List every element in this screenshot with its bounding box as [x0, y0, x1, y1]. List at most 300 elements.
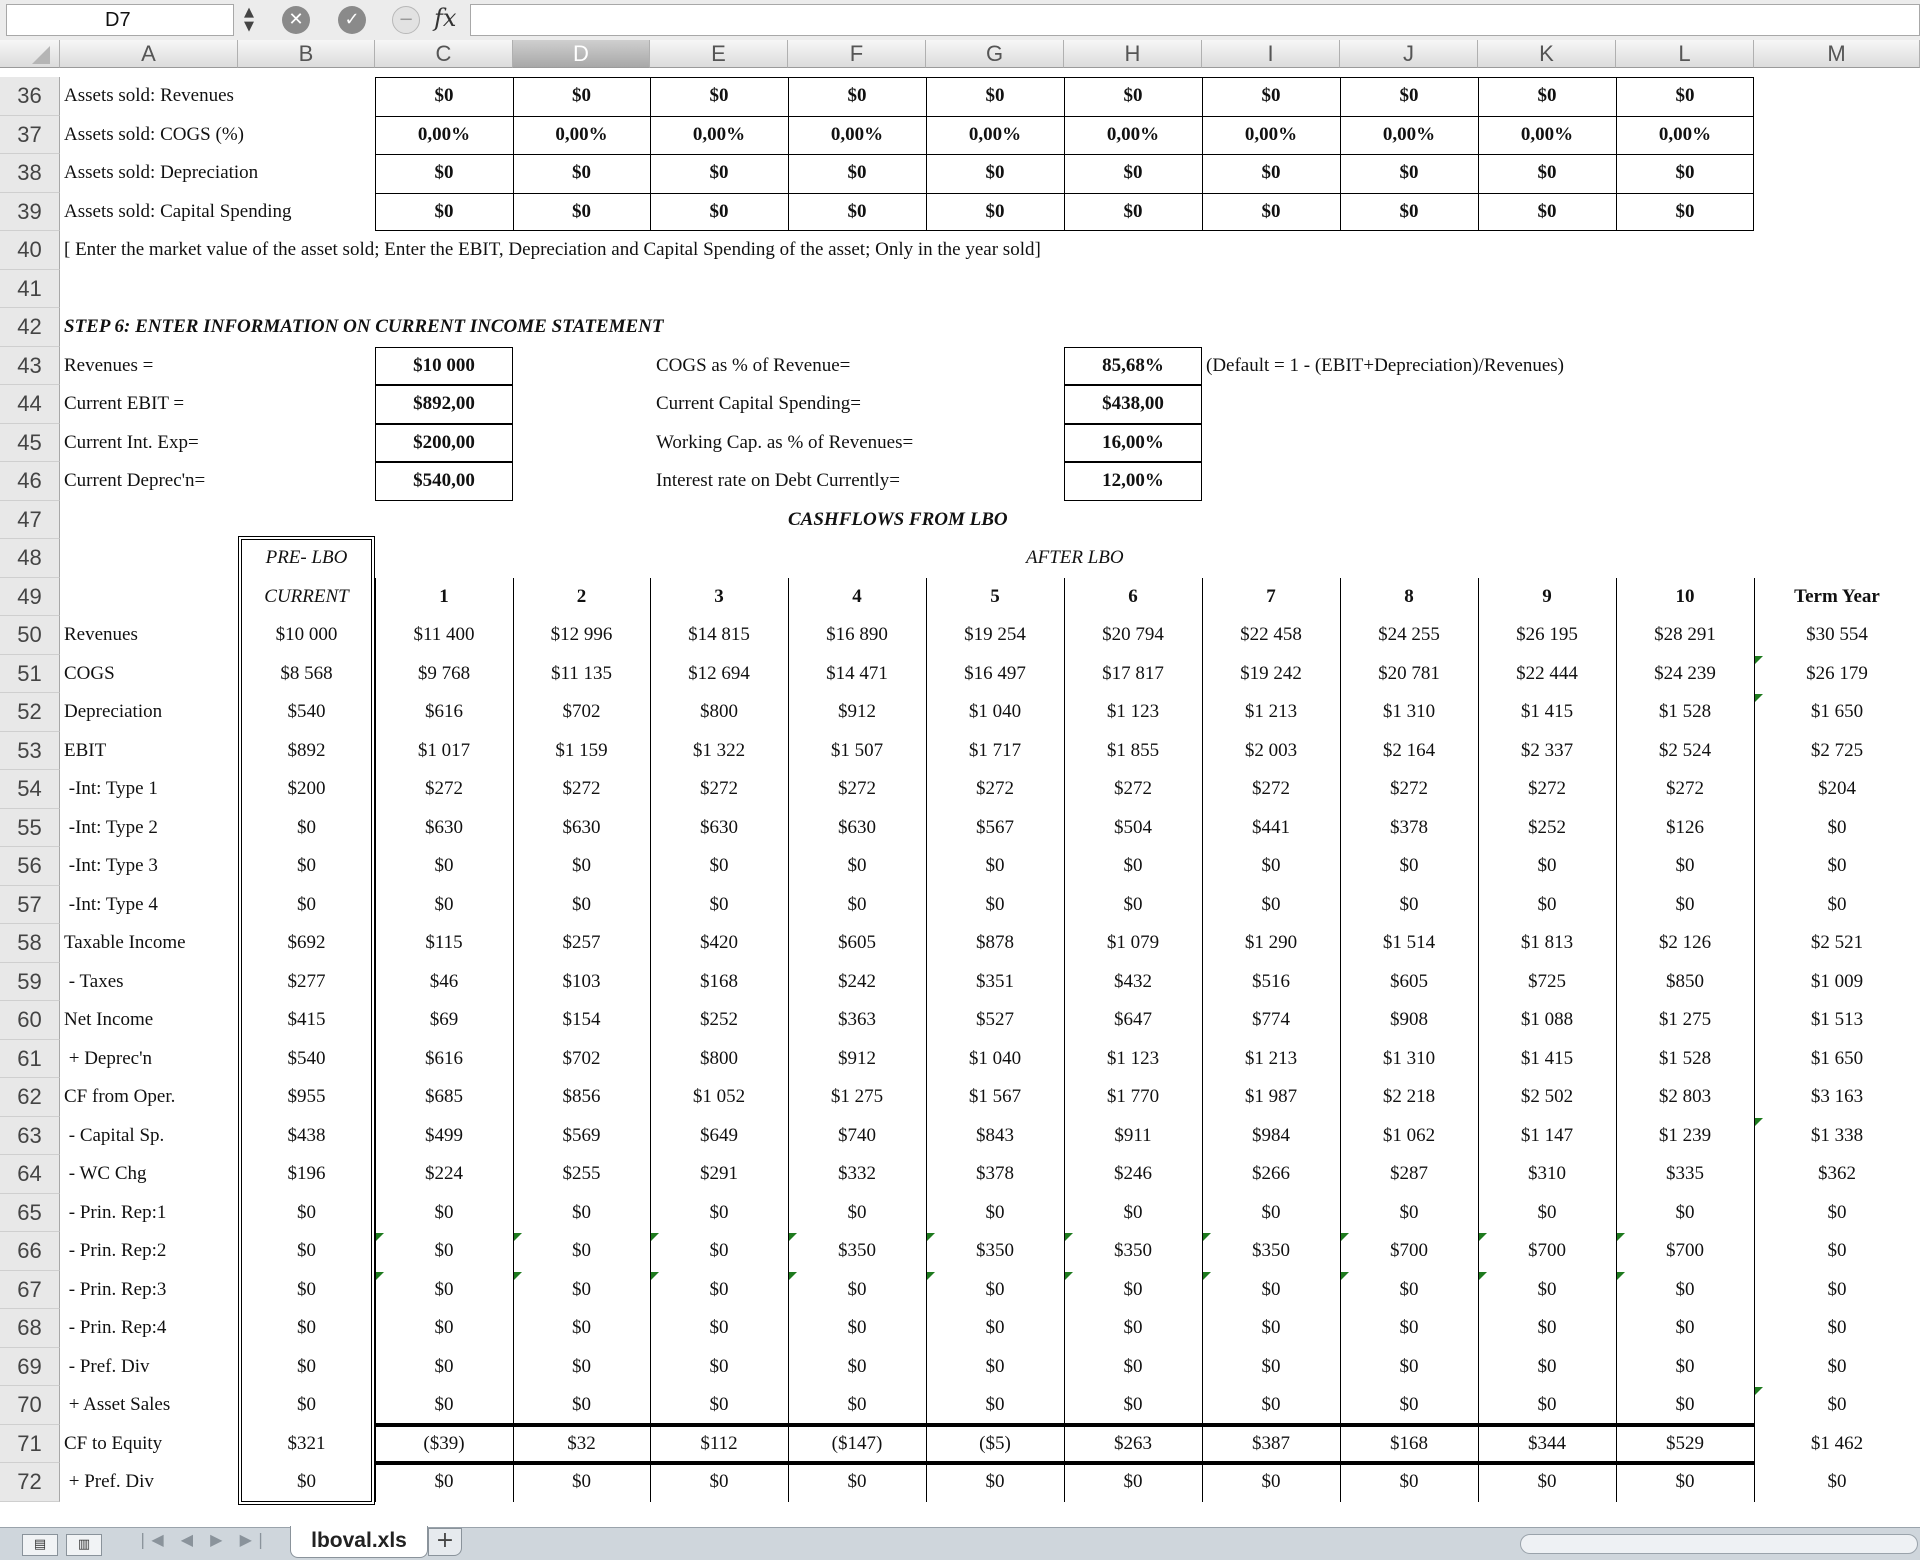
cashflow-value-cell[interactable]: $272 [1252, 778, 1290, 799]
cashflow-value-cell[interactable]: $1 567 [968, 1086, 1022, 1107]
cashflow-value-cell[interactable]: $0 [1537, 1471, 1557, 1492]
assets-input-cell[interactable]: $0 [847, 85, 867, 106]
cashflow-value-cell[interactable]: $0 [572, 1471, 591, 1492]
cashflow-value-cell[interactable]: $0 [297, 1201, 316, 1223]
cashflow-value-cell[interactable]: $112 [700, 1432, 738, 1454]
cashflow-value-cell[interactable]: $11 400 [413, 624, 475, 645]
assets-input-cell[interactable]: $0 [709, 85, 729, 106]
cashflow-value-cell[interactable]: $843 [976, 1124, 1014, 1146]
select-all-corner[interactable] [0, 40, 60, 68]
cashflow-value-cell[interactable]: $774 [1252, 1009, 1290, 1030]
cashflow-value-cell[interactable]: $46 [429, 970, 459, 992]
cashflow-value-cell[interactable]: $878 [976, 932, 1014, 953]
assets-input-cell[interactable]: $0 [434, 162, 454, 183]
row-header-48[interactable]: 48 [0, 539, 60, 578]
cashflow-value-cell[interactable]: $28 291 [1654, 624, 1716, 645]
cashflow-value-cell[interactable]: $1 650 [1810, 701, 1864, 722]
assets-input-cell[interactable]: $0 [572, 85, 591, 106]
cashflow-value-cell[interactable]: $0 [572, 1355, 591, 1377]
cashflow-value-cell[interactable]: $246 [1114, 1163, 1152, 1184]
row-header-58[interactable]: 58 [0, 924, 60, 963]
cashflow-value-cell[interactable]: $257 [562, 932, 601, 953]
row-header-57[interactable]: 57 [0, 886, 60, 925]
assets-input-cell[interactable]: 0,00% [968, 123, 1022, 145]
cashflow-value-cell[interactable]: $30 554 [1806, 624, 1868, 645]
cashflow-value-cell[interactable]: $616 [425, 1047, 463, 1069]
cashflow-value-cell[interactable]: $115 [425, 932, 463, 953]
assets-input-cell[interactable]: $0 [434, 200, 454, 222]
cashflow-value-cell[interactable]: $24 255 [1378, 624, 1440, 645]
cashflow-value-cell[interactable]: $1 275 [1658, 1009, 1712, 1030]
cashflow-value-cell[interactable]: $0 [297, 1317, 316, 1338]
cashflow-value-cell[interactable]: $0 [1675, 1317, 1695, 1338]
cashflow-value-cell[interactable]: $0 [434, 893, 454, 915]
row-header-69[interactable]: 69 [0, 1348, 60, 1387]
cashflow-value-cell[interactable]: $0 [1399, 1201, 1419, 1223]
name-box-stepper[interactable]: ▲ ▼ [244, 5, 254, 34]
assets-input-cell[interactable]: $0 [1675, 200, 1695, 222]
cashflow-value-cell[interactable]: $332 [838, 1163, 876, 1184]
cashflow-value-cell[interactable]: $700 [1666, 1240, 1704, 1261]
cashflow-value-cell[interactable]: $263 [1114, 1432, 1152, 1454]
assets-input-cell[interactable]: 0,00% [555, 123, 608, 145]
row-header-36[interactable]: 36 [0, 77, 60, 116]
cashflow-value-cell[interactable]: $1 159 [555, 739, 608, 761]
column-header-g[interactable]: G [926, 40, 1064, 68]
column-header-i[interactable]: I [1202, 40, 1340, 68]
cashflow-value-cell[interactable]: $0 [572, 855, 591, 876]
formula-input[interactable] [470, 4, 1920, 36]
cashflow-value-cell[interactable]: $0 [1537, 1278, 1557, 1300]
cashflow-value-cell[interactable]: $529 [1666, 1432, 1704, 1454]
cashflow-value-cell[interactable]: $2 337 [1520, 739, 1574, 761]
cashflow-value-cell[interactable]: $1 290 [1244, 932, 1298, 953]
cashflow-value-cell[interactable]: $605 [1390, 970, 1428, 992]
cashflow-value-cell[interactable]: $242 [838, 970, 876, 992]
cashflow-value-cell[interactable]: $0 [1399, 855, 1419, 876]
row-header-63[interactable]: 63 [0, 1117, 60, 1156]
cashflow-value-cell[interactable]: $0 [985, 1394, 1005, 1415]
cashflow-value-cell[interactable]: $0 [709, 1317, 729, 1338]
cashflow-value-cell[interactable]: $0 [1827, 855, 1847, 876]
cashflow-value-cell[interactable]: $0 [1827, 1201, 1847, 1223]
cashflow-value-cell[interactable]: $168 [700, 970, 738, 992]
assets-input-cell[interactable]: $0 [1123, 162, 1143, 183]
assets-input-cell[interactable]: 0,00% [1520, 123, 1574, 145]
cashflow-value-cell[interactable]: $0 [847, 893, 867, 915]
cashflow-value-cell[interactable]: $1 239 [1658, 1124, 1712, 1146]
cashflow-value-cell[interactable]: $0 [709, 855, 729, 876]
cashflow-value-cell[interactable]: $0 [709, 893, 729, 915]
cashflow-value-cell[interactable]: $196 [287, 1163, 326, 1184]
assets-input-cell[interactable]: $0 [572, 200, 591, 222]
sheet-tab-lboval[interactable]: lboval.xls [290, 1526, 428, 1558]
cashflow-value-cell[interactable]: $438 [287, 1124, 326, 1146]
cashflow-value-cell[interactable]: $0 [572, 1278, 591, 1300]
cashflow-value-cell[interactable]: $32 [567, 1432, 596, 1454]
row-header-43[interactable]: 43 [0, 347, 60, 386]
cashflow-value-cell[interactable]: $0 [1123, 1317, 1143, 1338]
income-input-cell[interactable]: $10 000 [413, 354, 475, 376]
cashflow-value-cell[interactable]: $350 [838, 1240, 876, 1261]
cashflow-value-cell[interactable]: $266 [1252, 1163, 1290, 1184]
cashflow-value-cell[interactable]: $0 [1675, 1471, 1695, 1492]
cashflow-value-cell[interactable]: $0 [847, 1355, 867, 1377]
cashflow-value-cell[interactable]: $387 [1252, 1432, 1290, 1454]
cashflow-value-cell[interactable]: $0 [1123, 1394, 1143, 1415]
cashflow-value-cell[interactable]: $1 310 [1382, 701, 1436, 722]
cashflow-value-cell[interactable]: $2 725 [1810, 739, 1864, 761]
row-header-40[interactable]: 40 [0, 231, 60, 270]
cashflow-value-cell[interactable]: $1 213 [1244, 701, 1298, 722]
cashflow-value-cell[interactable]: $740 [838, 1124, 876, 1146]
cashflow-value-cell[interactable]: $0 [434, 855, 454, 876]
cashflow-value-cell[interactable]: $800 [700, 1047, 738, 1069]
cashflow-value-cell[interactable]: $252 [700, 1009, 738, 1030]
column-header-a[interactable]: A [60, 40, 238, 68]
cashflow-value-cell[interactable]: $0 [434, 1278, 454, 1300]
cashflow-value-cell[interactable]: $540 [287, 1047, 326, 1069]
cashflow-value-cell[interactable]: $630 [700, 816, 738, 838]
cashflow-value-cell[interactable]: $19 254 [964, 624, 1026, 645]
cashflow-value-cell[interactable]: $272 [425, 778, 463, 799]
cashflow-value-cell[interactable]: $1 009 [1810, 970, 1864, 992]
cashflow-value-cell[interactable]: $0 [709, 1201, 729, 1223]
cashflow-value-cell[interactable]: $0 [1261, 1317, 1281, 1338]
cashflow-value-cell[interactable]: $0 [985, 855, 1005, 876]
cashflow-value-cell[interactable]: $0 [1537, 893, 1557, 915]
income-input-cell[interactable]: $438,00 [1102, 393, 1164, 414]
cashflow-value-cell[interactable]: $0 [1537, 1317, 1557, 1338]
row-header-60[interactable]: 60 [0, 1001, 60, 1040]
cashflow-value-cell[interactable]: $0 [572, 893, 591, 915]
row-header-42[interactable]: 42 [0, 308, 60, 347]
cashflow-value-cell[interactable]: $0 [434, 1201, 454, 1223]
cashflow-value-cell[interactable]: $0 [1827, 1240, 1847, 1261]
column-header-m[interactable]: M [1754, 40, 1920, 68]
cashflow-value-cell[interactable]: ($147) [831, 1432, 883, 1454]
cashflow-value-cell[interactable]: $0 [847, 855, 867, 876]
cashflow-value-cell[interactable]: $378 [976, 1163, 1014, 1184]
row-header-67[interactable]: 67 [0, 1271, 60, 1310]
cashflow-value-cell[interactable]: $856 [562, 1086, 601, 1107]
cashflow-value-cell[interactable]: $272 [1666, 778, 1704, 799]
cashflow-value-cell[interactable]: $1 513 [1810, 1009, 1864, 1030]
cashflow-value-cell[interactable]: $0 [1123, 855, 1143, 876]
cashflow-value-cell[interactable]: $10 000 [275, 624, 338, 645]
cashflow-value-cell[interactable]: $26 195 [1516, 624, 1578, 645]
cashflow-value-cell[interactable]: $0 [1123, 1471, 1143, 1492]
assets-input-cell[interactable]: 0,00% [692, 123, 746, 145]
row-header-53[interactable]: 53 [0, 732, 60, 771]
cashflow-value-cell[interactable]: $0 [1261, 1471, 1281, 1492]
cashflow-value-cell[interactable]: $0 [1827, 893, 1847, 915]
assets-input-cell[interactable]: $0 [985, 162, 1005, 183]
assets-input-cell[interactable]: $0 [1675, 162, 1695, 183]
assets-input-cell[interactable]: $0 [1123, 85, 1143, 106]
cashflow-value-cell[interactable]: $2 524 [1658, 739, 1712, 761]
cashflow-value-cell[interactable]: $0 [1399, 1471, 1419, 1492]
cashflow-value-cell[interactable]: $69 [429, 1009, 459, 1030]
cashflow-value-cell[interactable]: $17 817 [1102, 662, 1164, 684]
name-box[interactable]: D7 [6, 4, 234, 36]
cashflow-value-cell[interactable]: $1 514 [1382, 932, 1436, 953]
cashflow-value-cell[interactable]: $1 147 [1520, 1124, 1574, 1146]
cashflow-value-cell[interactable]: $1 415 [1520, 701, 1574, 722]
cashflow-value-cell[interactable]: $287 [1390, 1163, 1428, 1184]
assets-input-cell[interactable]: $0 [985, 200, 1005, 222]
cashflow-value-cell[interactable]: $224 [425, 1163, 463, 1184]
row-header-46[interactable]: 46 [0, 462, 60, 501]
cashflow-value-cell[interactable]: $2 218 [1382, 1086, 1436, 1107]
cashflow-value-cell[interactable]: $1 338 [1810, 1124, 1864, 1146]
row-header-70[interactable]: 70 [0, 1386, 60, 1425]
assets-input-cell[interactable]: 0,00% [1382, 123, 1436, 145]
cashflow-value-cell[interactable]: $350 [976, 1240, 1014, 1261]
cashflow-value-cell[interactable]: $1 017 [417, 739, 471, 761]
cashflow-value-cell[interactable]: $0 [985, 1317, 1005, 1338]
cashflow-value-cell[interactable]: $2 502 [1520, 1086, 1574, 1107]
cashflow-value-cell[interactable]: $0 [985, 1355, 1005, 1377]
cashflow-value-cell[interactable]: $892 [287, 739, 326, 761]
row-header-39[interactable]: 39 [0, 193, 60, 232]
cashflow-value-cell[interactable]: $700 [1390, 1240, 1428, 1261]
cashflow-value-cell[interactable]: $2 126 [1658, 932, 1712, 953]
cashflow-value-cell[interactable]: $0 [297, 893, 316, 915]
cashflow-value-cell[interactable]: $272 [976, 778, 1014, 799]
income-input-cell[interactable]: 16,00% [1102, 431, 1164, 453]
cashflow-value-cell[interactable]: $0 [297, 1394, 316, 1415]
assets-input-cell[interactable]: $0 [1675, 85, 1695, 106]
column-header-k[interactable]: K [1478, 40, 1616, 68]
assets-input-cell[interactable]: $0 [434, 85, 454, 106]
cashflow-value-cell[interactable]: $0 [1675, 893, 1695, 915]
cashflow-value-cell[interactable]: $800 [700, 701, 738, 722]
cashflow-value-cell[interactable]: $1 088 [1520, 1009, 1574, 1030]
cashflow-value-cell[interactable]: $1 123 [1106, 701, 1160, 722]
row-header-37[interactable]: 37 [0, 116, 60, 155]
row-header-41[interactable]: 41 [0, 270, 60, 309]
cashflow-value-cell[interactable]: $0 [1399, 893, 1419, 915]
cashflow-value-cell[interactable]: $605 [838, 932, 876, 953]
cashflow-value-cell[interactable]: $1 123 [1106, 1047, 1160, 1069]
cashflow-value-cell[interactable]: $1 079 [1106, 932, 1160, 953]
cashflow-value-cell[interactable]: $0 [709, 1240, 729, 1261]
income-input-cell[interactable]: $540,00 [413, 470, 475, 491]
row-header-68[interactable]: 68 [0, 1309, 60, 1348]
cashflow-value-cell[interactable]: $0 [1123, 1355, 1143, 1377]
row-header-49[interactable]: 49 [0, 578, 60, 617]
row-header-61[interactable]: 61 [0, 1040, 60, 1079]
cashflow-value-cell[interactable]: $0 [1827, 1317, 1847, 1338]
cashflow-value-cell[interactable]: $0 [297, 855, 316, 876]
cashflow-value-cell[interactable]: $569 [562, 1124, 601, 1146]
cashflow-value-cell[interactable]: $1 507 [830, 739, 884, 761]
cashflow-value-cell[interactable]: $0 [1261, 1278, 1281, 1300]
cashflow-value-cell[interactable]: $0 [434, 1355, 454, 1377]
cashflow-value-cell[interactable]: $0 [1675, 1201, 1695, 1223]
cashflow-value-cell[interactable]: $0 [1399, 1278, 1419, 1300]
cashflow-value-cell[interactable]: $0 [847, 1394, 867, 1415]
cashflow-value-cell[interactable]: $1 322 [692, 739, 746, 761]
cashflow-value-cell[interactable]: $0 [1123, 893, 1143, 915]
cashflow-value-cell[interactable]: $567 [976, 816, 1014, 838]
cashflow-value-cell[interactable]: $0 [1399, 1355, 1419, 1377]
cashflow-value-cell[interactable]: $0 [985, 1278, 1005, 1300]
cashflow-value-cell[interactable]: $103 [562, 970, 601, 992]
row-header-47[interactable]: 47 [0, 501, 60, 540]
cashflow-value-cell[interactable]: $0 [847, 1317, 867, 1338]
row-header-51[interactable]: 51 [0, 655, 60, 694]
cashflow-value-cell[interactable]: $0 [297, 1471, 316, 1492]
cashflow-value-cell[interactable]: $1 462 [1810, 1432, 1864, 1454]
cashflow-value-cell[interactable]: $350 [1252, 1240, 1290, 1261]
cashflow-value-cell[interactable]: $1 310 [1382, 1047, 1436, 1069]
horizontal-scrollbar[interactable] [1520, 1534, 1918, 1554]
cashflow-value-cell[interactable]: $204 [1818, 778, 1856, 799]
cashflow-value-cell[interactable]: $126 [1666, 816, 1704, 838]
assets-input-cell[interactable]: 0,00% [1658, 123, 1712, 145]
cashflow-value-cell[interactable]: $630 [838, 816, 876, 838]
cashflow-value-cell[interactable]: $1 855 [1106, 739, 1160, 761]
cashflow-value-cell[interactable]: $527 [976, 1009, 1014, 1030]
cashflow-value-cell[interactable]: $1 040 [968, 1047, 1022, 1069]
cashflow-value-cell[interactable]: $12 694 [688, 662, 750, 684]
cashflow-value-cell[interactable]: $432 [1114, 970, 1152, 992]
cashflow-value-cell[interactable]: $420 [700, 932, 738, 953]
cashflow-value-cell[interactable]: $912 [838, 701, 876, 722]
assets-input-cell[interactable]: 0,00% [1244, 123, 1298, 145]
cashflow-value-cell[interactable]: $702 [562, 701, 601, 722]
cashflow-value-cell[interactable]: $1 528 [1658, 701, 1712, 722]
cashflow-value-cell[interactable]: $1 528 [1658, 1047, 1712, 1069]
cashflow-value-cell[interactable]: $0 [297, 1278, 316, 1300]
column-header-d[interactable]: D [513, 40, 650, 68]
income-input-cell[interactable]: $892,00 [413, 393, 475, 414]
row-header-72[interactable]: 72 [0, 1463, 60, 1502]
assets-input-cell[interactable]: $0 [1537, 162, 1557, 183]
assets-input-cell[interactable]: $0 [709, 200, 729, 222]
cashflow-value-cell[interactable]: $154 [562, 1009, 601, 1030]
column-header-l[interactable]: L [1616, 40, 1754, 68]
cashflow-value-cell[interactable]: $277 [287, 970, 326, 992]
cashflow-value-cell[interactable]: $350 [1114, 1240, 1152, 1261]
cashflow-value-cell[interactable]: $0 [1261, 1394, 1281, 1415]
cashflow-value-cell[interactable]: $441 [1252, 816, 1290, 838]
cashflow-value-cell[interactable]: $0 [985, 1201, 1005, 1223]
assets-input-cell[interactable]: $0 [1537, 200, 1557, 222]
cashflow-value-cell[interactable]: $310 [1528, 1163, 1566, 1184]
cashflow-value-cell[interactable]: $0 [709, 1355, 729, 1377]
assets-input-cell[interactable]: $0 [1261, 162, 1281, 183]
cashflow-value-cell[interactable]: $22 458 [1240, 624, 1302, 645]
cashflow-value-cell[interactable]: $540 [287, 701, 326, 722]
enter-formula-button[interactable]: ✓ [338, 6, 366, 34]
row-header-59[interactable]: 59 [0, 963, 60, 1002]
row-header-44[interactable]: 44 [0, 385, 60, 424]
cashflow-value-cell[interactable]: $272 [838, 778, 876, 799]
cashflow-value-cell[interactable]: $0 [1827, 1471, 1847, 1492]
assets-input-cell[interactable]: $0 [985, 85, 1005, 106]
cashflow-value-cell[interactable]: $0 [1123, 1278, 1143, 1300]
cashflow-value-cell[interactable]: $1 987 [1244, 1086, 1298, 1107]
cashflow-value-cell[interactable]: $378 [1390, 816, 1428, 838]
assets-input-cell[interactable]: $0 [1537, 85, 1557, 106]
cashflow-value-cell[interactable]: $516 [1252, 970, 1290, 992]
cashflow-value-cell[interactable]: $0 [434, 1471, 454, 1492]
cashflow-value-cell[interactable]: $1 813 [1520, 932, 1574, 953]
cashflow-value-cell[interactable]: $0 [1827, 1394, 1847, 1415]
cashflow-value-cell[interactable]: $616 [425, 701, 463, 722]
column-header-h[interactable]: H [1064, 40, 1202, 68]
cashflow-value-cell[interactable]: $0 [297, 1240, 316, 1261]
row-header-66[interactable]: 66 [0, 1232, 60, 1271]
cashflow-value-cell[interactable]: $0 [572, 1394, 591, 1415]
row-header-65[interactable]: 65 [0, 1194, 60, 1233]
column-header-c[interactable]: C [375, 40, 513, 68]
cashflow-value-cell[interactable]: $335 [1666, 1163, 1704, 1184]
cashflow-value-cell[interactable]: $272 [700, 778, 738, 799]
normal-view-button[interactable]: ▤ [22, 1534, 58, 1556]
cashflow-value-cell[interactable]: $0 [1123, 1201, 1143, 1223]
sheet-nav-arrows[interactable]: |◀ ◀ ▶ ▶| [140, 1530, 270, 1549]
cancel-formula-button[interactable]: ✕ [282, 6, 310, 34]
cashflow-value-cell[interactable]: $955 [287, 1086, 326, 1107]
cashflow-value-cell[interactable]: $272 [1390, 778, 1428, 799]
cashflow-value-cell[interactable]: $0 [1537, 1201, 1557, 1223]
row-header-38[interactable]: 38 [0, 154, 60, 193]
row-header-52[interactable]: 52 [0, 693, 60, 732]
cashflow-value-cell[interactable]: $362 [1818, 1163, 1856, 1184]
cashflow-value-cell[interactable]: $702 [562, 1047, 601, 1069]
cashflow-value-cell[interactable]: $0 [1827, 1278, 1847, 1300]
row-header-50[interactable]: 50 [0, 616, 60, 655]
cashflow-value-cell[interactable]: $1 770 [1106, 1086, 1160, 1107]
cashflow-value-cell[interactable]: $700 [1528, 1240, 1566, 1261]
column-header-f[interactable]: F [788, 40, 926, 68]
cashflow-value-cell[interactable]: $252 [1528, 816, 1566, 838]
cashflow-value-cell[interactable]: $16 890 [826, 624, 888, 645]
cashflow-value-cell[interactable]: $908 [1390, 1009, 1428, 1030]
assets-input-cell[interactable]: 0,00% [830, 123, 884, 145]
cashflow-value-cell[interactable]: $0 [1537, 1355, 1557, 1377]
cashflow-value-cell[interactable]: $0 [434, 1394, 454, 1415]
income-input-cell[interactable]: 85,68% [1102, 354, 1164, 376]
cashflow-value-cell[interactable]: $8 568 [280, 662, 333, 684]
cashflow-value-cell[interactable]: $0 [1399, 1394, 1419, 1415]
cashflow-value-cell[interactable]: $911 [1114, 1124, 1152, 1146]
cashflow-value-cell[interactable]: $200 [287, 778, 326, 799]
cashflow-value-cell[interactable]: $0 [1399, 1317, 1419, 1338]
cashflow-value-cell[interactable]: $0 [572, 1240, 591, 1261]
cashflow-value-cell[interactable]: $168 [1390, 1432, 1428, 1454]
assets-input-cell[interactable]: $0 [709, 162, 729, 183]
assets-input-cell[interactable]: $0 [847, 162, 867, 183]
cashflow-value-cell[interactable]: $2 803 [1658, 1086, 1712, 1107]
cashflow-value-cell[interactable]: $2 164 [1382, 739, 1436, 761]
cashflow-value-cell[interactable]: $272 [1528, 778, 1566, 799]
assets-input-cell[interactable]: $0 [1399, 162, 1419, 183]
fx-icon[interactable]: fx [434, 4, 457, 32]
cashflow-value-cell[interactable]: $685 [425, 1086, 463, 1107]
cashflow-value-cell[interactable]: $26 179 [1806, 662, 1868, 684]
cashflow-value-cell[interactable]: $2 003 [1244, 739, 1298, 761]
cashflow-value-cell[interactable]: $363 [838, 1009, 876, 1030]
cashflow-value-cell[interactable]: $22 444 [1516, 662, 1578, 684]
cashflow-value-cell[interactable]: $0 [1827, 1355, 1847, 1377]
cashflow-value-cell[interactable]: $1 650 [1810, 1047, 1864, 1069]
function-button[interactable]: − [392, 6, 420, 34]
